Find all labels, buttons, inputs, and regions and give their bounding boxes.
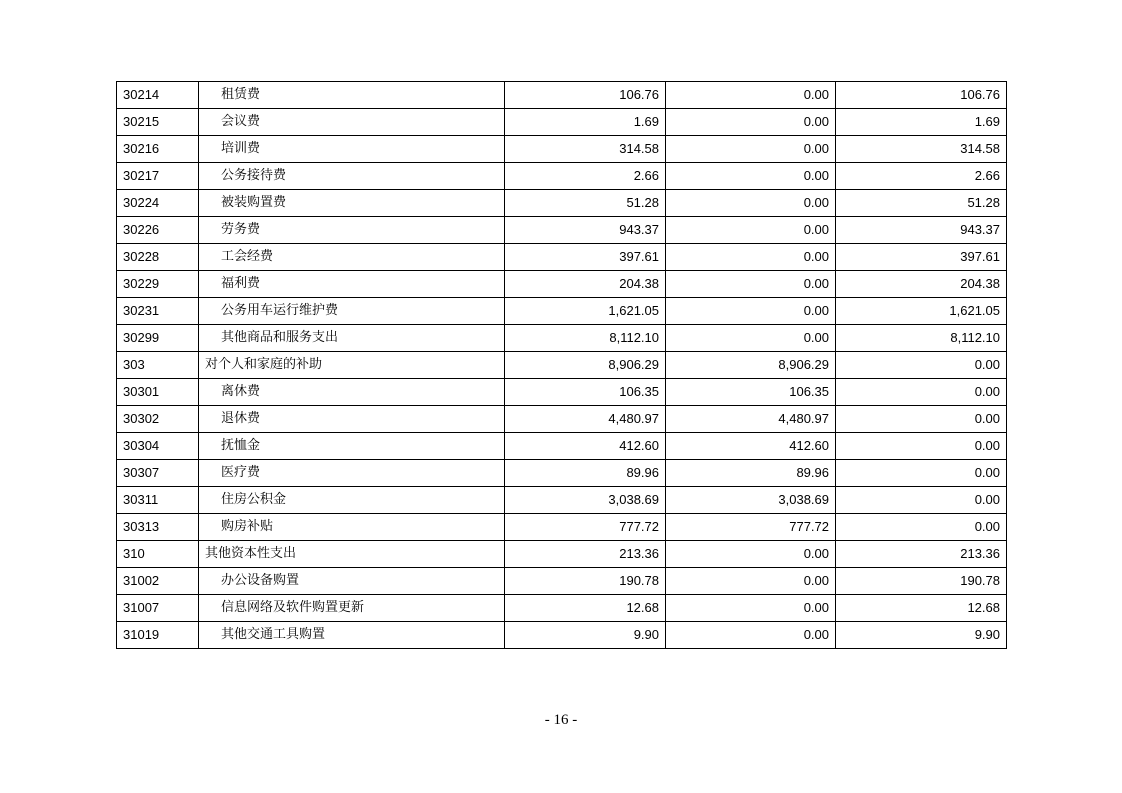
row-value-3-cell: 0.00 (836, 487, 1007, 514)
row-value-2-cell: 0.00 (666, 217, 836, 244)
row-value-2-cell: 0.00 (666, 244, 836, 271)
row-value-2-cell: 0.00 (666, 298, 836, 325)
row-value-1-cell: 1.69 (505, 109, 666, 136)
row-value-2-cell: 0.00 (666, 109, 836, 136)
row-value-3-cell: 204.38 (836, 271, 1007, 298)
row-name-cell: 对个人和家庭的补助 (199, 352, 505, 379)
row-name-cell: 公务用车运行维护费 (199, 298, 505, 325)
row-value-1-cell: 2.66 (505, 163, 666, 190)
row-value-3-cell: 51.28 (836, 190, 1007, 217)
table-row (117, 406, 1007, 433)
row-code-cell: 30302 (117, 406, 199, 433)
row-value-1-cell: 12.68 (505, 595, 666, 622)
row-value-2-cell: 8,906.29 (666, 352, 836, 379)
table-row (117, 622, 1007, 649)
row-code-cell: 30299 (117, 325, 199, 352)
row-value-1-cell: 190.78 (505, 568, 666, 595)
table-row (117, 109, 1007, 136)
row-code-cell: 30226 (117, 217, 199, 244)
row-code-cell: 30214 (117, 82, 199, 109)
row-code-cell: 30217 (117, 163, 199, 190)
table-row (117, 136, 1007, 163)
row-value-2-cell: 3,038.69 (666, 487, 836, 514)
row-code-cell: 30216 (117, 136, 199, 163)
row-value-3-cell: 0.00 (836, 379, 1007, 406)
row-code-cell: 30307 (117, 460, 199, 487)
row-value-1-cell: 213.36 (505, 541, 666, 568)
row-code-cell: 30215 (117, 109, 199, 136)
table-row (117, 568, 1007, 595)
row-name-cell: 信息网络及软件购置更新 (199, 595, 505, 622)
row-name-cell: 离休费 (199, 379, 505, 406)
row-value-2-cell: 0.00 (666, 136, 836, 163)
row-code-cell: 303 (117, 352, 199, 379)
row-value-1-cell: 397.61 (505, 244, 666, 271)
row-value-3-cell: 0.00 (836, 460, 1007, 487)
row-value-1-cell: 106.35 (505, 379, 666, 406)
row-code-cell: 30311 (117, 487, 199, 514)
row-value-1-cell: 204.38 (505, 271, 666, 298)
table-row (117, 82, 1007, 109)
row-value-3-cell: 1,621.05 (836, 298, 1007, 325)
row-code-cell: 30231 (117, 298, 199, 325)
row-value-3-cell: 0.00 (836, 406, 1007, 433)
row-name-cell: 被装购置费 (199, 190, 505, 217)
row-code-cell: 31007 (117, 595, 199, 622)
row-value-2-cell: 0.00 (666, 541, 836, 568)
table-row (117, 433, 1007, 460)
table-row (117, 271, 1007, 298)
row-name-cell: 福利费 (199, 271, 505, 298)
row-code-cell: 30229 (117, 271, 199, 298)
row-value-3-cell: 0.00 (836, 352, 1007, 379)
row-value-3-cell: 2.66 (836, 163, 1007, 190)
row-value-1-cell: 943.37 (505, 217, 666, 244)
row-value-3-cell: 0.00 (836, 433, 1007, 460)
table-row (117, 487, 1007, 514)
expenditure-table-body (117, 82, 1007, 649)
row-value-2-cell: 412.60 (666, 433, 836, 460)
row-name-cell: 办公设备购置 (199, 568, 505, 595)
row-name-cell: 租赁费 (199, 82, 505, 109)
row-value-2-cell: 89.96 (666, 460, 836, 487)
row-value-1-cell: 51.28 (505, 190, 666, 217)
table-row (117, 298, 1007, 325)
row-value-2-cell: 0.00 (666, 190, 836, 217)
row-value-1-cell: 412.60 (505, 433, 666, 460)
row-value-3-cell: 397.61 (836, 244, 1007, 271)
row-name-cell: 其他交通工具购置 (199, 622, 505, 649)
table-row (117, 217, 1007, 244)
page-number: - 16 - (544, 712, 578, 728)
row-name-cell: 住房公积金 (199, 487, 505, 514)
row-name-cell: 医疗费 (199, 460, 505, 487)
row-value-1-cell: 8,906.29 (505, 352, 666, 379)
row-name-cell: 其他资本性支出 (199, 541, 505, 568)
row-code-cell: 30313 (117, 514, 199, 541)
row-value-1-cell: 106.76 (505, 82, 666, 109)
row-code-cell: 310 (117, 541, 199, 568)
row-value-3-cell: 213.36 (836, 541, 1007, 568)
row-value-3-cell: 943.37 (836, 217, 1007, 244)
row-name-cell: 会议费 (199, 109, 505, 136)
row-name-cell: 劳务费 (199, 217, 505, 244)
row-name-cell: 培训费 (199, 136, 505, 163)
row-value-3-cell: 0.00 (836, 514, 1007, 541)
row-value-3-cell: 314.58 (836, 136, 1007, 163)
row-value-3-cell: 8,112.10 (836, 325, 1007, 352)
table-row (117, 379, 1007, 406)
row-value-2-cell: 4,480.97 (666, 406, 836, 433)
row-value-1-cell: 8,112.10 (505, 325, 666, 352)
table-row (117, 514, 1007, 541)
row-name-cell: 其他商品和服务支出 (199, 325, 505, 352)
row-name-cell: 退休费 (199, 406, 505, 433)
table-row (117, 460, 1007, 487)
row-code-cell: 30301 (117, 379, 199, 406)
row-value-2-cell: 0.00 (666, 595, 836, 622)
table-row (117, 190, 1007, 217)
table-row (117, 325, 1007, 352)
row-value-3-cell: 190.78 (836, 568, 1007, 595)
row-value-1-cell: 9.90 (505, 622, 666, 649)
row-value-2-cell: 777.72 (666, 514, 836, 541)
row-name-cell: 公务接待费 (199, 163, 505, 190)
row-value-3-cell: 12.68 (836, 595, 1007, 622)
row-value-1-cell: 777.72 (505, 514, 666, 541)
row-code-cell: 31019 (117, 622, 199, 649)
row-value-1-cell: 1,621.05 (505, 298, 666, 325)
row-code-cell: 31002 (117, 568, 199, 595)
table-row (117, 541, 1007, 568)
row-value-3-cell: 106.76 (836, 82, 1007, 109)
row-value-2-cell: 106.35 (666, 379, 836, 406)
row-code-cell: 30304 (117, 433, 199, 460)
row-value-1-cell: 89.96 (505, 460, 666, 487)
row-name-cell: 购房补贴 (199, 514, 505, 541)
table-row (117, 163, 1007, 190)
row-value-2-cell: 0.00 (666, 568, 836, 595)
row-code-cell: 30228 (117, 244, 199, 271)
row-value-2-cell: 0.00 (666, 82, 836, 109)
table-row (117, 595, 1007, 622)
row-name-cell: 抚恤金 (199, 433, 505, 460)
row-name-cell: 工会经费 (199, 244, 505, 271)
row-value-1-cell: 4,480.97 (505, 406, 666, 433)
row-value-3-cell: 1.69 (836, 109, 1007, 136)
row-code-cell: 30224 (117, 190, 199, 217)
table-row (117, 244, 1007, 271)
table-row (117, 352, 1007, 379)
row-value-2-cell: 0.00 (666, 622, 836, 649)
row-value-3-cell: 9.90 (836, 622, 1007, 649)
row-value-2-cell: 0.00 (666, 325, 836, 352)
row-value-2-cell: 0.00 (666, 271, 836, 298)
row-value-2-cell: 0.00 (666, 163, 836, 190)
row-value-1-cell: 3,038.69 (505, 487, 666, 514)
row-value-1-cell: 314.58 (505, 136, 666, 163)
expenditure-table (116, 81, 1007, 649)
